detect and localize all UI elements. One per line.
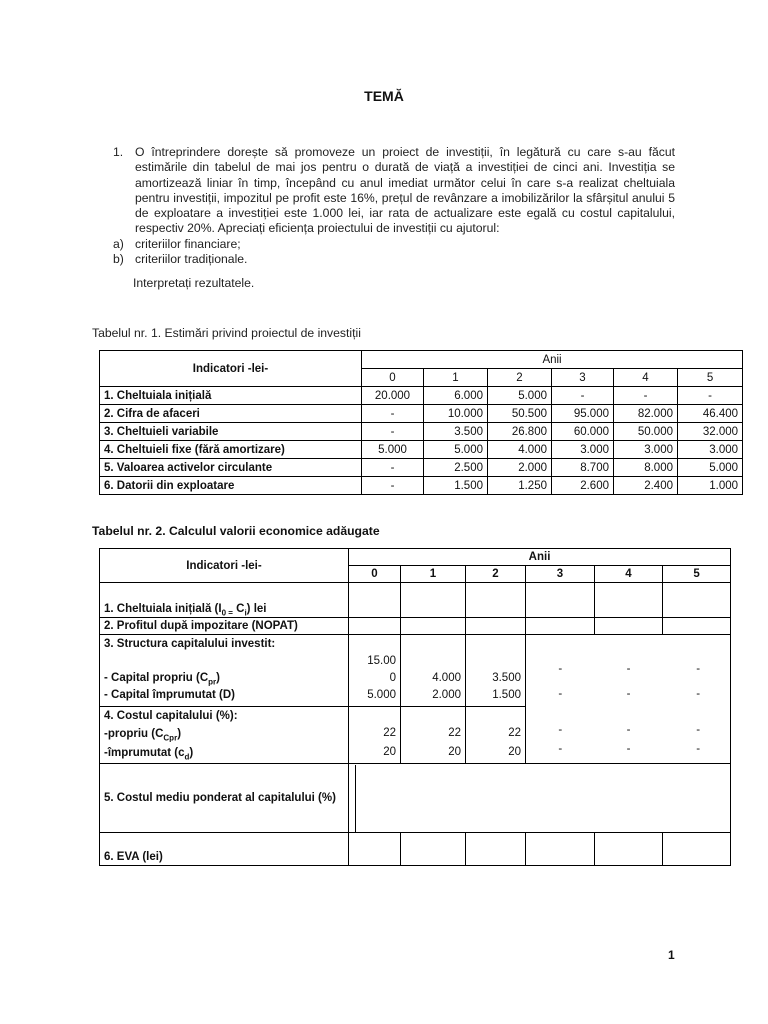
table2-year: 5 (663, 566, 731, 583)
table1-years-header: Anii (362, 351, 743, 369)
cell: 3.500 (424, 423, 488, 441)
row-label: 6. Datorii din exploatare (100, 477, 362, 495)
empty-cell (349, 583, 401, 618)
row3-own-capital: - Capital propriu $(C_{pr})$ (104, 672, 220, 687)
row3-year0: 15.00 0 5.000 (349, 635, 401, 707)
table1-indicator-header: Indicatori -lei- (100, 351, 362, 387)
table1 (99, 350, 743, 495)
row3-year3: - - (558, 663, 563, 700)
row4-year3: - - (558, 723, 563, 755)
table2-row (100, 764, 731, 833)
row4-title: 4. Costul capitalului (%): (104, 710, 238, 722)
cell: 5.000 (424, 441, 488, 459)
table1-year: 2 (488, 369, 552, 387)
empty-cell (349, 833, 401, 866)
row-label-nopat: 2. Profitul după impozitare (NOPAT) (100, 618, 349, 635)
row-label-capital-structure (100, 635, 349, 707)
table2-row (100, 583, 731, 618)
row-label: 1. Cheltuiala inițială (100, 387, 362, 405)
cell: 8.700 (552, 459, 614, 477)
cell: 4.000 (488, 441, 552, 459)
row-label-initial-cost: 1. Cheltuiala inițială ($I_{0 =}$ $C_i$) lei (100, 583, 349, 618)
row4-year5: - - (663, 707, 731, 764)
table2-indicator-header: Indicatori -lei- (100, 549, 349, 583)
cell: 3.000 (614, 441, 678, 459)
empty-cell (349, 618, 401, 635)
row3-title: 3. Structura capitalului investit: (104, 638, 276, 650)
cell: 8.000 (614, 459, 678, 477)
table1-row (100, 459, 743, 477)
problem-text: O întreprindere dorește să promoveze un proiect de investiții, în legătură cu care s-au făcut estimările din tabelul de mai jos pentru o durată de viață a investiției de cinci ani. Investiția se amortizează liniar în timp, începând cu anul imediat următor celui în care s-a realizat cheltuiala pentru investiții, impozitul pe profit este 16%, prețul de revânzare a imobilizărilor la sfârșitul anului 5 de exploatare a investiției este 1.000 lei, iar rata de actualizare este egală cu costul capitalului, respectiv 20%. Apreciați eficiența proiectului de investiții cu ajutorul: (135, 145, 675, 236)
cell: 1.500 (424, 477, 488, 495)
empty-cell (663, 583, 731, 618)
cell: 2.000 (488, 459, 552, 477)
empty-cell (595, 833, 663, 866)
row3-year2: 3.500 1.500 (466, 635, 526, 707)
option-letter-a: a) (113, 237, 124, 251)
empty-cell (466, 618, 526, 635)
cell: 50.000 (614, 423, 678, 441)
cell: 1.250 (488, 477, 552, 495)
row-label: 4. Cheltuieli fixe (fără amortizare) (100, 441, 362, 459)
table1-row (100, 423, 743, 441)
interpret-instruction: Interpretați rezultatele. (133, 276, 255, 290)
table1-year: 5 (678, 369, 743, 387)
table2-row (100, 707, 731, 764)
empty-cell (663, 833, 731, 866)
cell: 10.000 (424, 405, 488, 423)
table2-year: 1 (401, 566, 466, 583)
cell: - (614, 387, 678, 405)
cell: 60.000 (552, 423, 614, 441)
cell: 95.000 (552, 405, 614, 423)
option-letter-b: b) (113, 252, 124, 266)
row3-spacer (104, 653, 344, 670)
empty-cell (595, 583, 663, 618)
empty-cell (401, 833, 466, 866)
cell: 6.000 (424, 387, 488, 405)
cell: 2.600 (552, 477, 614, 495)
cell: 2.400 (614, 477, 678, 495)
cell: 5.000 (362, 441, 424, 459)
cell: - (678, 387, 743, 405)
empty-cell (401, 583, 466, 618)
empty-cell (595, 618, 663, 635)
cell: 5.000 (678, 459, 743, 477)
empty-cell (466, 833, 526, 866)
row4-year1: 22 20 (401, 707, 466, 764)
empty-cell (663, 618, 731, 635)
row4-year4: - - (626, 723, 631, 755)
table1-year: 0 (362, 369, 424, 387)
table1-row (100, 405, 743, 423)
row4-own: -propriu $(C_{Cpr})$ (104, 728, 182, 743)
row-label: 3. Cheltuieli variabile (100, 423, 362, 441)
row4-year0: 22 20 (349, 707, 401, 764)
cell: 1.000 (678, 477, 743, 495)
cell: 46.400 (678, 405, 743, 423)
empty-cell (401, 618, 466, 635)
row-label-cost-of-capital (100, 707, 349, 764)
cell: 26.800 (488, 423, 552, 441)
empty-cell (526, 833, 595, 866)
cell: 3.000 (678, 441, 743, 459)
row-label-wacc: 5. Costul mediu ponderat al capitalului (%) (100, 764, 349, 833)
row3-year1: 4.000 2.000 (401, 635, 466, 707)
empty-cell (526, 583, 595, 618)
page-number: 1 (668, 948, 675, 962)
empty-cell (526, 618, 595, 635)
row5-inner-box (355, 765, 730, 832)
table1-caption: Tabelul nr. 1. Estimări privind proiectul de investiții (92, 326, 361, 340)
cell: - (362, 459, 424, 477)
cell: 5.000 (488, 387, 552, 405)
cell: 82.000 (614, 405, 678, 423)
table2 (99, 548, 731, 866)
table1-year: 4 (614, 369, 678, 387)
row3-borrowed-capital: - Capital împrumutat (D) (104, 689, 235, 701)
cell: 50.500 (488, 405, 552, 423)
table2-year: 2 (466, 566, 526, 583)
cell: 20.000 (362, 387, 424, 405)
table2-caption: Tabelul nr. 2. Calculul valorii economice adăugate (92, 524, 380, 538)
table1-row (100, 387, 743, 405)
empty-cell (466, 583, 526, 618)
table2-year: 3 (526, 566, 595, 583)
table2-row (100, 635, 731, 707)
table1-year: 1 (424, 369, 488, 387)
cell: 32.000 (678, 423, 743, 441)
table1-row (100, 441, 743, 459)
cell: - (362, 405, 424, 423)
cell: - (362, 423, 424, 441)
cell: - (552, 387, 614, 405)
row-label: 5. Valoarea activelor circulante (100, 459, 362, 477)
table2-row (100, 618, 731, 635)
row5-merged-cell (349, 764, 731, 833)
problem-number: 1. (113, 145, 124, 159)
cell: 2.500 (424, 459, 488, 477)
row-label: 2. Cifra de afaceri (100, 405, 362, 423)
row3-year4: - - (626, 663, 631, 700)
table1-year: 3 (552, 369, 614, 387)
row-label-eva: 6. EVA (lei) (100, 833, 349, 866)
row3-year5: - - (663, 635, 731, 707)
row4-year2: 22 20 (466, 707, 526, 764)
cell: 3.000 (552, 441, 614, 459)
table2-years-header: Anii (349, 549, 731, 566)
cell: - (362, 477, 424, 495)
table2-year: 0 (349, 566, 401, 583)
page-title: TEMĂ (364, 88, 404, 104)
option-text-b: criteriilor tradiționale. (135, 252, 248, 266)
table2-row (100, 833, 731, 866)
table2-year: 4 (595, 566, 663, 583)
option-text-a: criteriilor financiare; (135, 237, 241, 251)
row4-borrowed: -împrumutat $(c_d)$ (104, 747, 194, 762)
table1-row (100, 477, 743, 495)
